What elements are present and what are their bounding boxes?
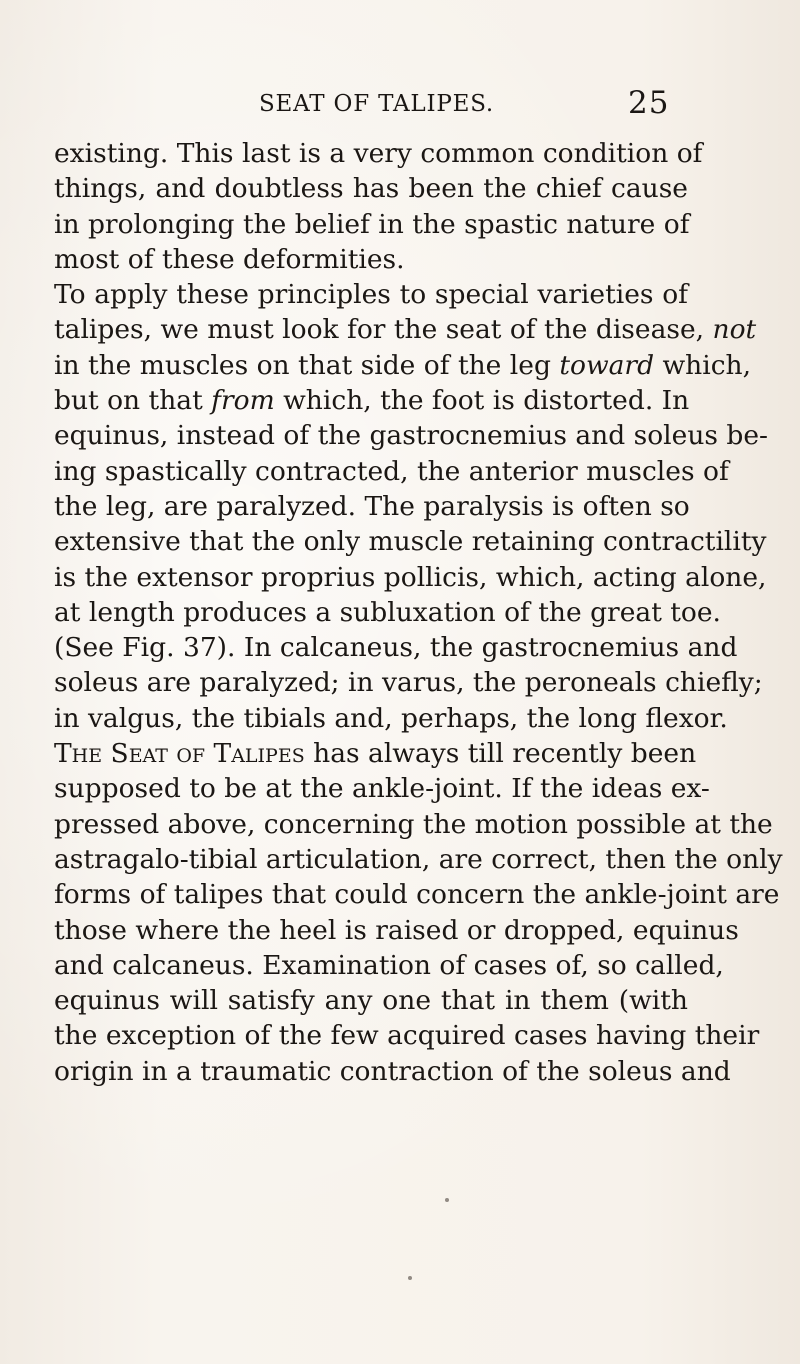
paragraph-2 xyxy=(54,277,769,736)
text-segment: but on that xyxy=(54,385,212,417)
text-line: in valgus, the tibials and, perhaps, the long flexor. xyxy=(54,702,728,734)
text-line: things, and doubtless has been the chief cause xyxy=(54,173,688,205)
text-line: those where the heel is raised or dropped, equinus xyxy=(54,914,739,946)
text-line: astragalo-tibial articulation, are correct, then the only xyxy=(54,843,783,875)
running-title: SEAT OF TALIPES. xyxy=(259,91,495,117)
text-line: pressed above, concerning the motion possible at the xyxy=(54,808,773,840)
text-line: extensive that the only muscle retaining contractility xyxy=(54,526,767,558)
text-line: soleus are paralyzed; in varus, the peroneals chiefly; xyxy=(54,667,763,699)
paragraph-1 xyxy=(54,136,703,277)
text-line: the exception of the few acquired cases having their xyxy=(54,1020,760,1052)
text-segment: in the muscles on that side of the leg xyxy=(54,349,560,381)
page-header xyxy=(0,80,800,120)
text-line: equinus, instead of the gastrocnemius and soleus be- xyxy=(54,420,769,452)
text-line: existing. This last is a very common condition of xyxy=(54,138,703,169)
text-line: is the extensor proprius pollicis, which, acting alone, xyxy=(54,561,767,593)
body-text xyxy=(54,136,783,1089)
text-line: equinus will satisfy any one that in them (with xyxy=(54,985,688,1017)
small-caps-heading: The Seat of Talipes xyxy=(54,738,305,770)
text-line: (See Fig. 37). In calcaneus, the gastrocnemius and xyxy=(54,632,738,664)
text-line xyxy=(54,383,688,418)
text-line: and calcaneus. Examination of cases of, so called, xyxy=(54,949,724,981)
text-line: at length produces a subluxation of the great toe. xyxy=(54,596,721,628)
text-segment: which, the foot is distorted. In xyxy=(274,385,690,417)
text-line: supposed to be at the ankle-joint. If the ideas ex- xyxy=(54,773,710,805)
text-line: origin in a traumatic contraction of the soleus and xyxy=(54,1055,731,1087)
ink-speck xyxy=(445,1198,449,1202)
text-line xyxy=(54,312,757,347)
page-number: 25 xyxy=(628,85,670,121)
text-line: ing spastically contracted, the anterior muscles of xyxy=(54,455,729,487)
italic-word: not xyxy=(712,314,757,346)
text-line xyxy=(54,736,697,771)
text-line xyxy=(54,348,752,383)
italic-word: from xyxy=(211,385,275,417)
paragraph-3 xyxy=(54,736,783,1089)
text-segment: which, xyxy=(654,349,752,381)
text-line: most of these deformities. xyxy=(54,243,405,275)
text-line: in prolonging the belief in the spastic nature of xyxy=(54,208,690,240)
text-segment: talipes, we must look for the seat of the disease, xyxy=(54,314,713,346)
italic-word: toward xyxy=(559,349,655,381)
text-line: the leg, are paralyzed. The paralysis is often so xyxy=(54,490,690,522)
ink-speck xyxy=(408,1276,412,1280)
text-segment: has always till recently been xyxy=(304,738,697,770)
text-line: To apply these principles to special varieties of xyxy=(54,279,688,311)
text-line: forms of talipes that could concern the ankle-joint are xyxy=(54,879,780,911)
